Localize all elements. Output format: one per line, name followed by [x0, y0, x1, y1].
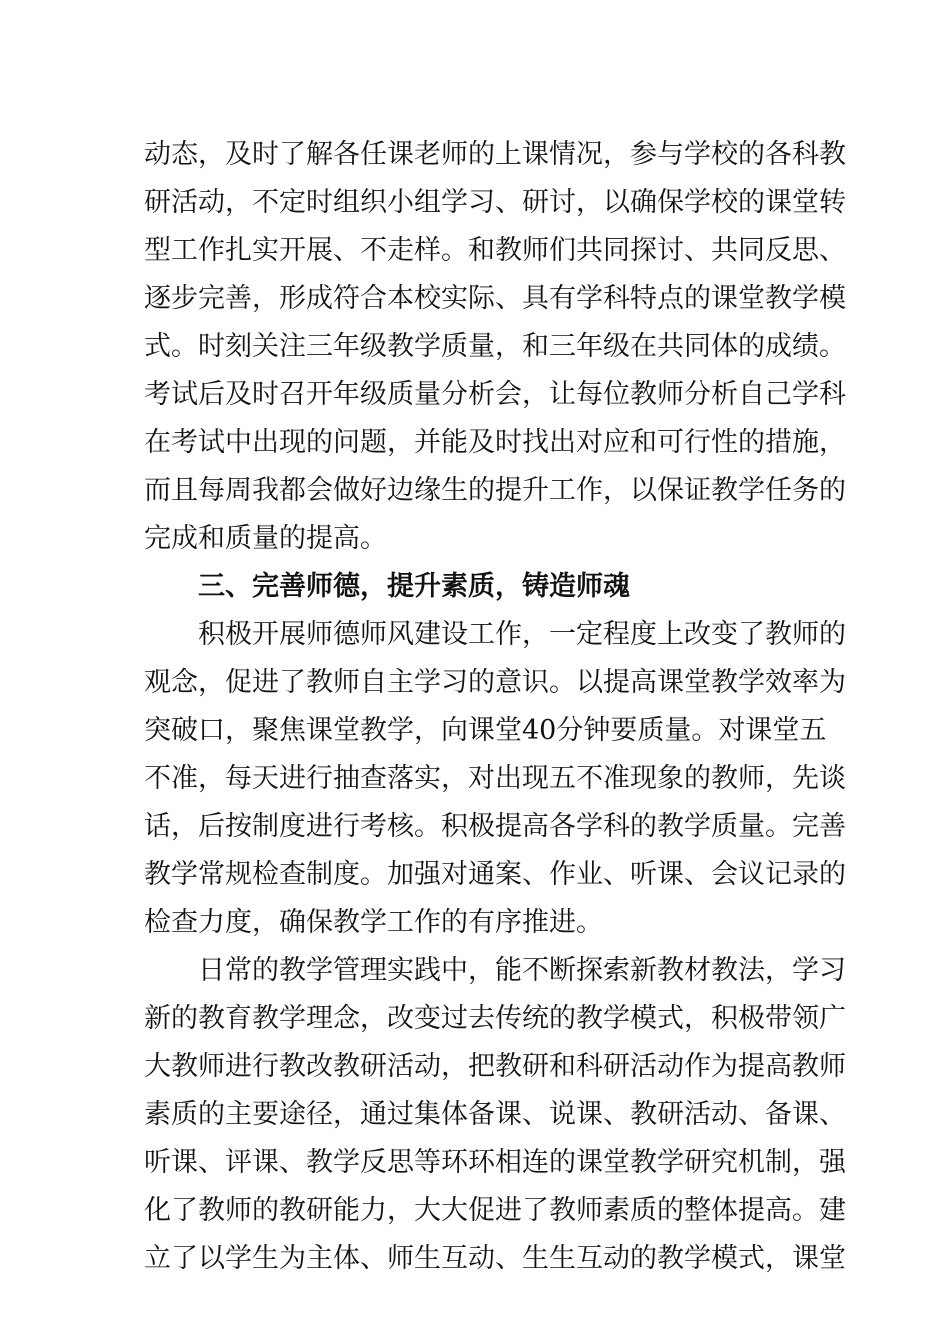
paragraph-1-line: 而且每周我都会做好边缘生的提升工作，以保证教学任务的 [144, 475, 846, 506]
paragraph-3 [144, 947, 846, 1283]
paragraph-3-line: 大教师进行教改教研活动，把教研和科研活动作为提高教师 [144, 1051, 846, 1082]
paragraph-3-line: 日常的教学管理实践中，能不断探索新教材教法，学习 [198, 955, 846, 986]
paragraph-1-line: 式。时刻关注三年级教学质量，和三年级在共同体的成绩。 [144, 331, 846, 362]
paragraph-3-line: 听课、评课、教学反思等环环相连的课堂教学研究机制，强 [144, 1147, 846, 1178]
paragraph-2-line: 观念，促进了教师自主学习的意识。以提高课堂教学效率为 [144, 667, 846, 698]
paragraph-1-line: 研活动，不定时组织小组学习、研讨，以确保学校的课堂转 [144, 187, 846, 218]
paragraph-2 [144, 611, 846, 947]
paragraph-1-line: 型工作扎实开展、不走样。和教师们共同探讨、共同反思、 [144, 235, 846, 266]
paragraph-1-line: 完成和质量的提高。 [144, 523, 387, 554]
paragraph-3-line: 立了以学生为主体、师生互动、生生互动的教学模式，课堂 [144, 1243, 846, 1274]
paragraph-2-line: 话，后按制度进行考核。积极提高各学科的教学质量。完善 [144, 811, 846, 842]
document-body [144, 131, 846, 1283]
paragraph-1-line: 逐步完善，形成符合本校实际、具有学科特点的课堂教学模 [144, 283, 846, 314]
paragraph-2-line: 不准，每天进行抽查落实，对出现五不准现象的教师，先谈 [144, 763, 846, 794]
paragraph-2-line: 检查力度，确保教学工作的有序推进。 [144, 907, 603, 938]
paragraph-2-line: 突破口，聚焦课堂教学，向课堂40分钟要质量。对课堂五 [144, 715, 827, 746]
paragraph-1-line: 动态，及时了解各任课老师的上课情况，参与学校的各科教 [144, 139, 846, 170]
paragraph-1 [144, 131, 846, 563]
paragraph-2-line: 教学常规检查制度。加强对通案、作业、听课、会议记录的 [144, 859, 846, 890]
paragraph-2-line: 积极开展师德师风建设工作，一定程度上改变了教师的 [198, 619, 846, 650]
paragraph-3-line: 新的教育教学理念，改变过去传统的教学模式，积极带领广 [144, 1003, 846, 1034]
paragraph-3-line: 化了教师的教研能力，大大促进了教师素质的整体提高。建 [144, 1195, 846, 1226]
section-heading: 三、完善师德，提升素质，铸造师魂 [198, 571, 630, 602]
paragraph-1-line: 在考试中出现的问题，并能及时找出对应和可行性的措施， [144, 427, 846, 458]
paragraph-3-line: 素质的主要途径，通过集体备课、说课、教研活动、备课、 [144, 1099, 846, 1130]
paragraph-1-line: 考试后及时召开年级质量分析会，让每位教师分析自己学科 [144, 379, 846, 410]
